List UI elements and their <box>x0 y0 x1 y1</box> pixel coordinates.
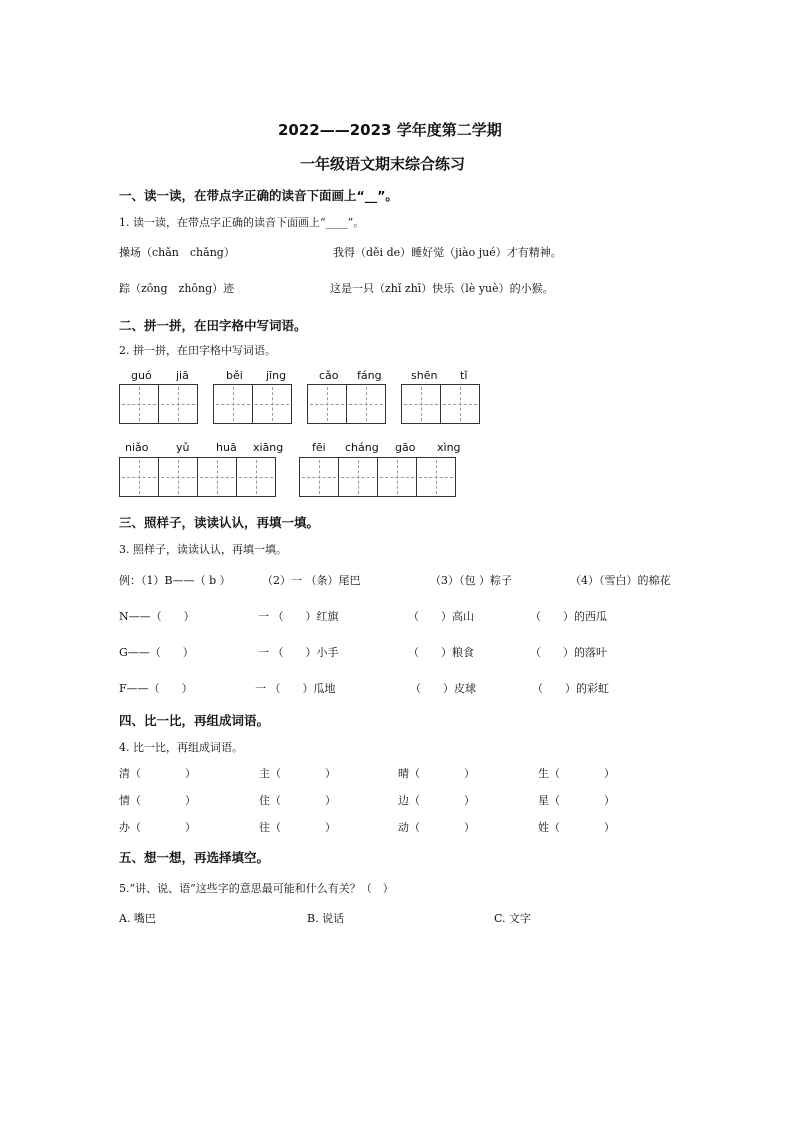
option-b[interactable]: B. 说话 <box>307 912 345 925</box>
question-5: 5.“讲、说、语”这些字的意思最可能和什么有关？（ ） <box>119 882 394 895</box>
pinyin-label: cháng <box>345 441 379 454</box>
grid-cell[interactable] <box>307 384 347 424</box>
pinyin-label: fáng <box>357 369 382 382</box>
grid-cell[interactable] <box>119 384 159 424</box>
question-4: 4. 比一比，再组成词语。 <box>119 741 243 754</box>
example-1: 例：（1）B——（ b ） <box>119 574 231 587</box>
pinyin-label: jiā <box>176 369 189 382</box>
compare-word: 住（ ） <box>259 794 336 807</box>
grid-cell[interactable] <box>213 384 253 424</box>
writing-grid-feichang-gaoxing[interactable] <box>299 457 455 497</box>
compare-word: 边（ ） <box>398 794 475 807</box>
q1-item-4: 这是一只（zhǐ zhī）快乐（lè yuè）的小猴。 <box>330 282 554 295</box>
pinyin-label: tǐ <box>460 369 468 382</box>
pinyin-label: jīng <box>266 369 287 382</box>
pinyin-label: xìng <box>437 441 461 454</box>
compare-word: 星（ ） <box>538 794 615 807</box>
grid-cell[interactable] <box>119 457 159 497</box>
example-3: （3）（包 ）粽子 <box>430 574 512 587</box>
section-1-heading: 一、读一读，在带点字正确的读音下面画上“__”。 <box>119 188 398 203</box>
fill-measure-1: 一 （ ）红旗 <box>258 610 339 623</box>
compare-word: 主（ ） <box>259 767 336 780</box>
grid-cell[interactable] <box>416 457 456 497</box>
pinyin-label: gāo <box>395 441 416 454</box>
option-a[interactable]: A. 嘴巴 <box>119 912 156 925</box>
fill-measure-2: 一 （ ）小手 <box>258 646 339 659</box>
grid-cell[interactable] <box>158 384 198 424</box>
grid-cell[interactable] <box>236 457 276 497</box>
pinyin-label: xiāng <box>253 441 284 454</box>
compare-word: 往（ ） <box>259 821 336 834</box>
compare-word: 清（ ） <box>119 767 196 780</box>
compare-word: 晴（ ） <box>398 767 475 780</box>
question-3: 3. 照样子，读读认认，再填一填。 <box>119 543 287 556</box>
pinyin-label: shēn <box>411 369 438 382</box>
question-2: 2. 拼一拼，在田字格中写词语。 <box>119 344 276 357</box>
grid-cell[interactable] <box>252 384 292 424</box>
question-1: 1. 读一读，在带点字正确的读音下面画上“____”。 <box>119 216 365 229</box>
section-5-heading: 五、想一想，再选择填空。 <box>119 850 270 865</box>
writing-grid-shenti[interactable] <box>401 384 479 424</box>
q1-item-3: 踪（zōng zhōng）迹 <box>119 282 235 295</box>
fill-measure-3: 一 （ ）瓜地 <box>255 682 336 695</box>
writing-grid-niaoyu-huaxiang[interactable] <box>119 457 275 497</box>
compare-word: 办（ ） <box>119 821 196 834</box>
compare-word: 生（ ） <box>538 767 615 780</box>
option-c[interactable]: C. 文字 <box>494 912 532 925</box>
grid-cell[interactable] <box>158 457 198 497</box>
compare-word: 动（ ） <box>398 821 475 834</box>
pinyin-label: fēi <box>312 441 326 454</box>
q1-item-1: 操场（chǎn chǎng） <box>119 246 235 259</box>
fill-adj-2: （ ）的落叶 <box>530 646 607 659</box>
compare-word: 姓（ ） <box>538 821 615 834</box>
grid-cell[interactable] <box>299 457 339 497</box>
grid-cell[interactable] <box>401 384 441 424</box>
section-3-heading: 三、照样子，读读认认，再填一填。 <box>119 515 320 530</box>
fill-verb-3: （ ）皮球 <box>410 682 476 695</box>
q1-item-2: 我得（děi de）睡好觉（jiào jué）才有精神。 <box>333 246 562 259</box>
compare-word: 情（ ） <box>119 794 196 807</box>
grid-cell[interactable] <box>346 384 386 424</box>
pinyin-label: huā <box>216 441 237 454</box>
pinyin-label: cǎo <box>319 369 339 382</box>
fill-letter-f: F——（ ） <box>119 682 193 695</box>
writing-grid-caofang[interactable] <box>307 384 385 424</box>
exam-title: 一年级语文期末综合练习 <box>300 155 466 173</box>
pinyin-label: běi <box>226 369 243 382</box>
grid-cell[interactable] <box>197 457 237 497</box>
writing-grid-beijing[interactable] <box>213 384 291 424</box>
example-2: （2）一 （条）尾巴 <box>262 574 361 587</box>
fill-verb-1: （ ）高山 <box>408 610 474 623</box>
pinyin-label: guó <box>131 369 152 382</box>
fill-letter-g: G——（ ） <box>119 646 194 659</box>
writing-grid-guojia[interactable] <box>119 384 197 424</box>
fill-letter-n: N——（ ） <box>119 610 195 623</box>
fill-adj-1: （ ）的西瓜 <box>530 610 607 623</box>
exam-year-title: 2022——2023 学年度第二学期 <box>278 121 502 139</box>
section-4-heading: 四、比一比，再组成词语。 <box>119 713 270 728</box>
section-2-heading: 二、拼一拼，在田字格中写词语。 <box>119 318 307 333</box>
grid-cell[interactable] <box>440 384 480 424</box>
grid-cell[interactable] <box>338 457 378 497</box>
pinyin-label: niǎo <box>125 441 149 454</box>
fill-adj-3: （ ）的彩虹 <box>532 682 609 695</box>
grid-cell[interactable] <box>377 457 417 497</box>
example-4: （4）（雪白）的棉花 <box>570 574 671 587</box>
pinyin-label: yǔ <box>176 441 190 454</box>
fill-verb-2: （ ）粮食 <box>408 646 474 659</box>
